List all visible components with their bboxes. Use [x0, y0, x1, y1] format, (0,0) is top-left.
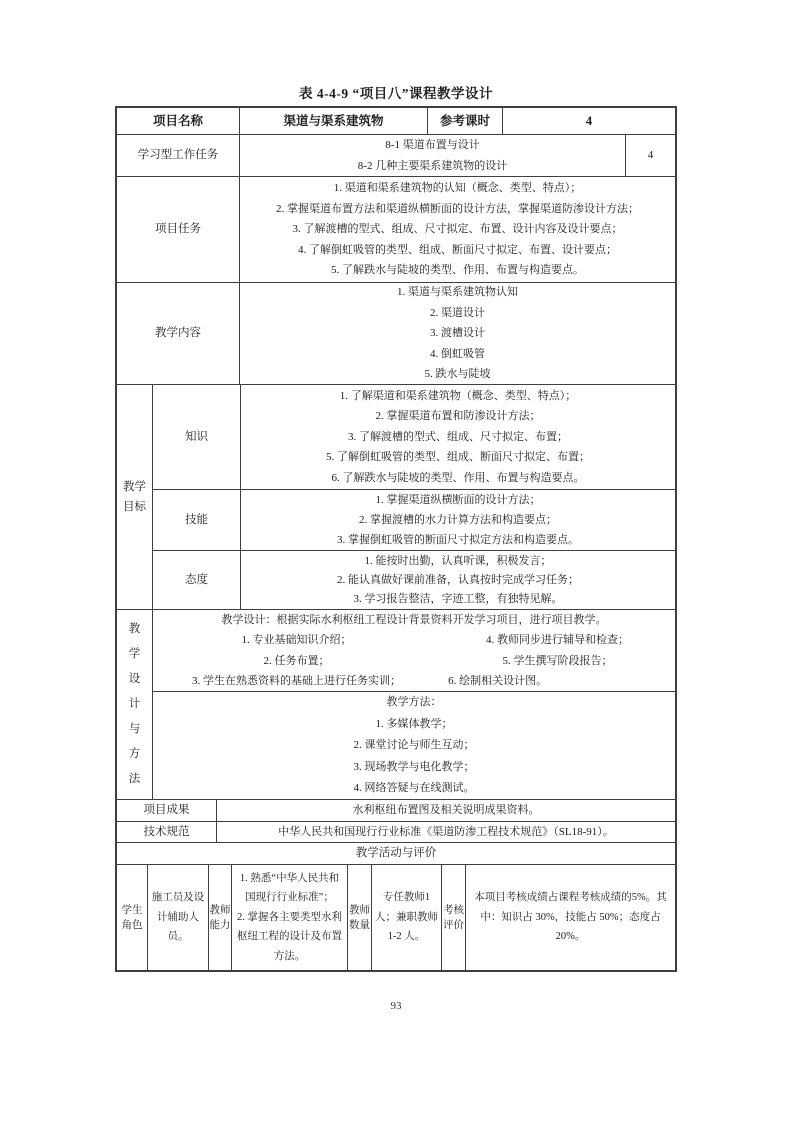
line: 3. 了解渡槽的型式、组成、尺寸拟定、布置、设计内容及设计要点； — [292, 223, 623, 236]
teaching-content-list — [240, 283, 675, 384]
line: 学 — [128, 648, 141, 660]
design-pair-3 — [153, 671, 675, 691]
design-intro: 教学设计：根据实际水利枢纽工程设计背景资料开发学习项目，进行项目教学。 — [221, 613, 607, 626]
project-tasks-row — [117, 177, 675, 283]
teaching-content-label: 教学内容 — [117, 283, 240, 384]
design-item: 5. 学生撰写阶段报告； — [502, 654, 613, 667]
teacher-ability-label: 教师能力 — [209, 865, 232, 970]
skills-list — [241, 490, 675, 551]
reference-hours-label: 参考课时 — [428, 108, 503, 134]
standard-row — [117, 822, 675, 843]
activity-header: 教学活动与评价 — [355, 847, 437, 860]
outcome-value: 水利枢纽布置图及相关说明成果资料。 — [352, 804, 540, 817]
line: 设 — [128, 673, 141, 685]
line: 8-1 渠道布置与设计 — [385, 139, 480, 151]
attitude-row — [153, 551, 675, 609]
line: 法 — [128, 773, 141, 785]
course-design-table — [115, 106, 677, 972]
line: 3. 学习报告整洁，字迹工整，有独特见解。 — [353, 592, 563, 605]
line: 2. 能认真做好课前准备，认真按时完成学习任务； — [337, 573, 579, 586]
design-item: 4. 教师同步进行辅导和检查； — [486, 634, 630, 646]
standard-label: 技术规范 — [117, 822, 217, 842]
evaluation-row — [117, 865, 675, 970]
methods-block — [153, 692, 675, 800]
design-pair-1 — [153, 630, 675, 651]
line: 1. 渠道与渠系建筑物认知 — [397, 286, 518, 299]
line: 3. 现场教学与电化教学； — [353, 760, 475, 773]
project-name-label: 项目名称 — [117, 108, 240, 134]
design-item: 6. 绘制相关设计图。 — [448, 675, 548, 687]
header-row — [117, 108, 675, 135]
design-pair-2 — [153, 651, 675, 672]
activity-header-row — [117, 843, 675, 865]
line: 1. 多媒体教学； — [375, 717, 453, 730]
line: 5. 了解跌水与陡坡的类型、作用、布置与构造要点。 — [331, 264, 584, 277]
design-block — [153, 610, 675, 692]
line: 8-2 几种主要渠系建筑物的设计 — [357, 159, 508, 172]
line: 3. 渡槽设计 — [430, 327, 485, 340]
line: 5. 跌水与陡坡 — [424, 368, 491, 381]
line: 1. 了解渠道和渠系建筑物（概念、类型、特点）； — [339, 389, 577, 402]
line: 2. 掌握渠道布置和防渗设计方法； — [375, 410, 541, 423]
work-tasks-list — [240, 135, 626, 176]
attitude-list — [241, 551, 675, 609]
project-tasks-list — [240, 177, 675, 282]
line: 3. 了解渡槽的型式、组成、尺寸拟定、布置； — [348, 430, 568, 443]
outcome-row — [117, 800, 675, 822]
objectives-label — [117, 385, 153, 609]
line: 目标 — [123, 501, 146, 513]
line: 4. 网络答疑与在线测试。 — [353, 782, 475, 794]
line: 4. 倒虹吸管 — [430, 347, 485, 360]
project-tasks-label: 项目任务 — [117, 177, 240, 282]
line: 5. 了解倒虹吸管的类型、组成、断面尺寸拟定、布置； — [326, 451, 590, 464]
line: 1. 熟悉“中华人民共和国现行行业标准”； — [239, 872, 340, 904]
student-role-value: 施工员及设计辅助人员。 — [148, 865, 209, 970]
line: 与 — [128, 723, 141, 735]
line: 3. 掌握倒虹吸管的断面尺寸拟定方法和构造要点。 — [337, 533, 579, 546]
design-methods-body — [153, 610, 675, 799]
methods-list — [153, 714, 675, 800]
line: 方 — [128, 748, 141, 760]
line: 2. 渠道设计 — [430, 306, 485, 319]
line: 教 — [128, 623, 141, 635]
design-item: 2. 任务布置； — [263, 654, 330, 667]
design-methods-row — [117, 610, 675, 800]
knowledge-label: 知识 — [153, 385, 241, 489]
teacher-count-value: 专任教师1人；兼职教师 1-2 人。 — [372, 865, 442, 970]
work-tasks-row — [117, 135, 675, 177]
assessment-label: 考核评价 — [442, 865, 466, 970]
objectives-row — [117, 385, 675, 610]
knowledge-list — [241, 385, 675, 489]
design-item: 1. 专业基础知识介绍； — [241, 634, 352, 646]
skills-row — [153, 490, 675, 552]
assessment-value: 本项目考核成绩占课程考核成绩的5%。其中：知识占 30%，技能占 50%；态度占 20%。 — [474, 892, 667, 943]
design-item: 3. 学生在熟悉资料的基础上进行任务实训； — [192, 675, 402, 687]
line: 6. 了解跌水与陡坡的类型、作用、布置与构造要点。 — [331, 471, 585, 484]
knowledge-row — [153, 385, 675, 490]
line: 2. 课堂讨论与师生互动； — [353, 739, 475, 751]
line: 计 — [128, 698, 141, 710]
line: 1. 掌握渠道纵横断面的设计方法； — [375, 493, 541, 506]
student-role-label: 学生角色 — [117, 865, 148, 970]
skills-label: 技能 — [153, 490, 241, 551]
line: 1. 渠道和渠系建筑物的认知（概念、类型、特点）； — [333, 182, 582, 195]
line: 2. 掌握各主要类型水利枢纽工程的设计及布置方法。 — [237, 911, 342, 962]
standard-value: 中华人民共和国现行行业标准《渠道防渗工程技术规范》（SL18-91）。 — [278, 825, 614, 838]
line: 4. 了解倒虹吸管的类型、组成、断面尺寸拟定、布置、设计要点； — [298, 243, 617, 256]
reference-hours-value: 4 — [585, 113, 593, 128]
page-number: 93 — [390, 1000, 402, 1012]
project-name-value: 渠道与渠系建筑物 — [240, 108, 428, 134]
line: 1. 能按时出勤，认真听课，积极发言； — [364, 554, 552, 567]
attitude-label: 态度 — [153, 551, 241, 609]
design-content — [153, 610, 675, 691]
objectives-body — [153, 385, 675, 609]
line: 2. 掌握渡槽的水力计算方法和构造要点； — [359, 513, 557, 526]
teaching-content-row — [117, 283, 675, 385]
work-tasks-label: 学习型工作任务 — [117, 135, 240, 176]
teacher-ability-list — [232, 865, 348, 970]
work-tasks-hours: 4 — [647, 149, 654, 162]
table-caption: 表 4-4-9 “项目八”课程教学设计 — [299, 86, 493, 101]
methods-title: 教学方法： — [386, 696, 442, 708]
teacher-count-label: 教师数量 — [348, 865, 372, 970]
methods-content — [153, 692, 675, 800]
design-methods-label — [117, 610, 153, 799]
line: 2. 掌握渠道布置方法和渠道纵横断面的设计方法，掌握渠道防渗设计方法； — [276, 202, 639, 215]
line: 教学 — [123, 480, 146, 493]
outcome-label: 项目成果 — [117, 800, 217, 821]
